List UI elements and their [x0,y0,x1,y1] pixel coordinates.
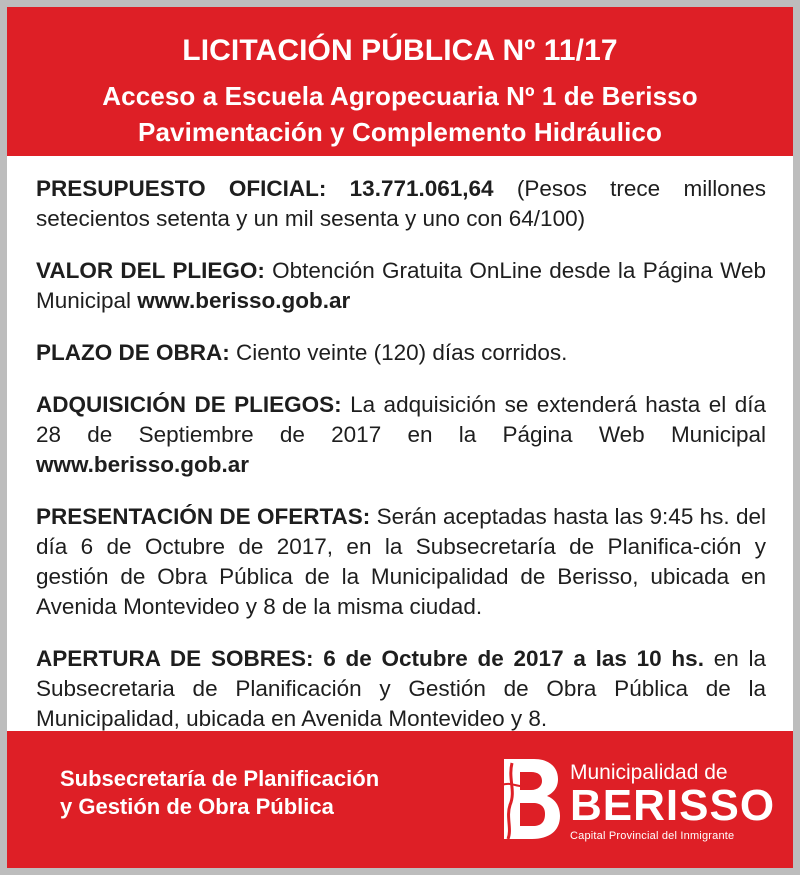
subsecretaria-line-1: Subsecretaría de Planificación [60,766,380,791]
valor-link: www.berisso.gob.ar [137,288,351,313]
presentacion-text: Serán aceptadas hasta las 9:45 hs. del día 6 de Octubre de 2017, en la Subsecretaría de Planifica-ción y gestión de Obra Pública de la Municipalidad de Berisso, ubicada en Avenida Montevideo y 8 de la misma ciudad. [36,504,766,619]
section-valor [36,256,766,316]
apertura-label: APERTURA DE SOBRES: 6 de Octubre de 2017 a las 10 hs. [36,646,704,671]
logo-tagline: Capital Provincial del Inmigrante [570,830,735,842]
notice-body [36,174,766,756]
subsecretaria-name [60,765,379,821]
logo-municipalidad: Municipalidad de [570,761,728,784]
plazo-text: Ciento veinte (120) días corridos. [229,340,568,365]
section-presupuesto [36,174,766,234]
notice-footer [7,731,793,868]
adquisicion-link: www.berisso.gob.ar [36,452,249,477]
adquisicion-label: ADQUISICIÓN DE PLIEGOS: [36,392,342,417]
section-adquisicion [36,390,766,480]
presupuesto-label: PRESUPUESTO OFICIAL: 13.771.061,64 [36,176,494,201]
apertura-text: en la Subsecretaria de Planificación y Gestión de Obra Pública de la Municipalidad, ubicada en Avenida Montevideo y 8. [36,646,767,731]
section-presentacion [36,502,766,622]
presentacion-label: PRESENTACIÓN DE OFERTAS: [36,504,371,529]
notice-subtitle-2: Pavimentación y Complemento Hidráulico [138,117,662,147]
adquisicion-text: La adquisición se extenderá hasta el día 28 de Septiembre de 2017 en la Página Web Municipal [36,392,766,447]
valor-text: Obtención Gratuita OnLine desde la Página Web Municipal [36,258,766,313]
notice-title: LICITACIÓN PÚBLICA Nº 11/17 [182,34,618,67]
berisso-logo-text [570,761,776,843]
subsecretaria-line-2: y Gestión de Obra Pública [60,794,334,819]
section-plazo [36,338,766,368]
berisso-b-logo-icon [498,755,562,843]
notice-subtitle-1: Acceso a Escuela Agropecuaria Nº 1 de Berisso [102,81,698,111]
plazo-label: PLAZO DE OBRA: [36,340,230,365]
valor-label: VALOR DEL PLIEGO: [36,258,265,283]
section-apertura [36,644,766,734]
logo-berisso: BERISSO [570,781,776,830]
presupuesto-text: (Pesos trece millones setecientos setenta y un mil sesenta y uno con 64/100) [36,176,766,231]
notice-header [7,7,793,156]
